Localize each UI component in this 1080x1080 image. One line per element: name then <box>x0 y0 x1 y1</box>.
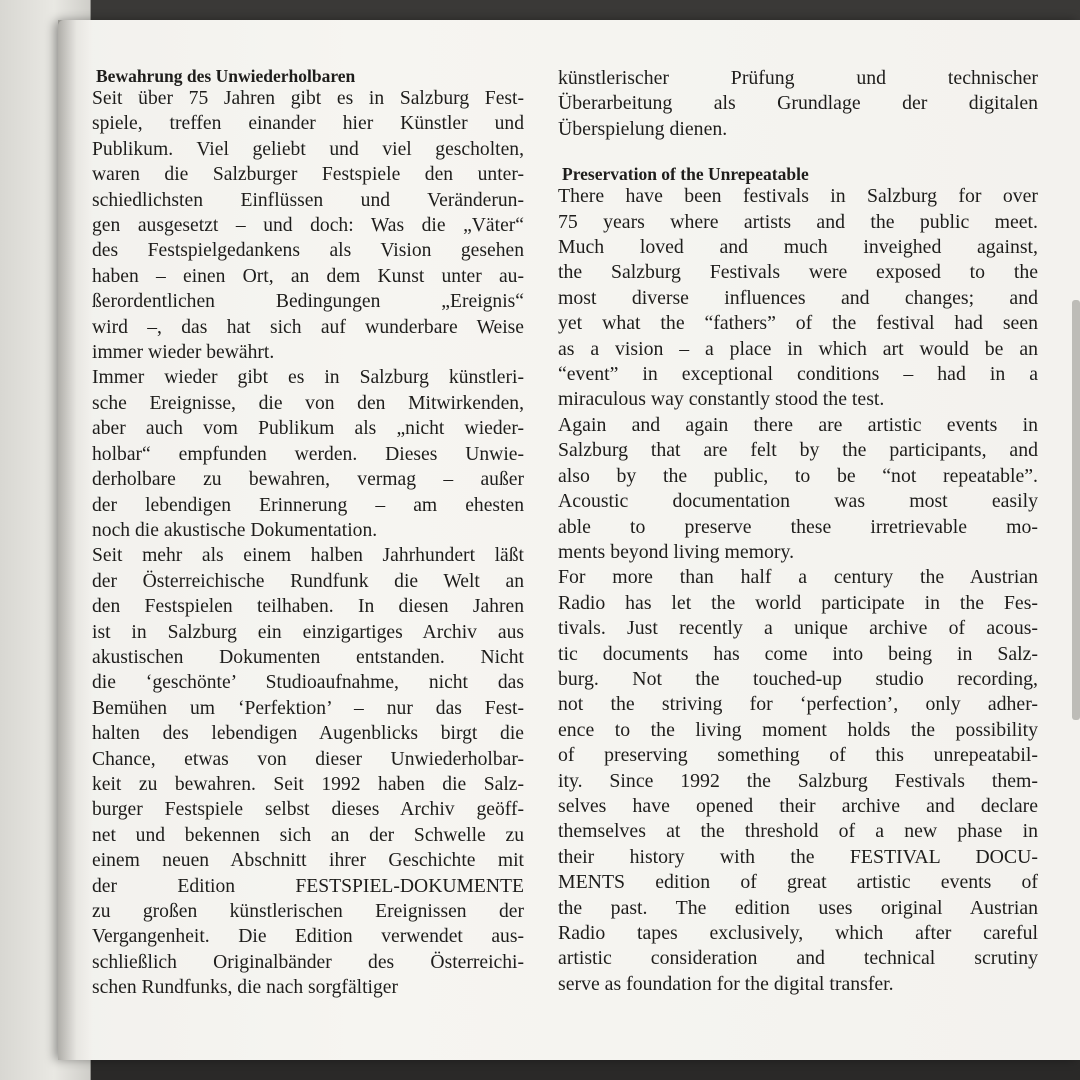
text-line: For more than half a century the Austrian <box>558 566 1038 589</box>
text-line: There have been festivals in Salzburg for over <box>558 185 1038 208</box>
english-column <box>558 66 1038 997</box>
text-line: künstlerischer Prüfung und technischer <box>558 67 1038 89</box>
text-line: ßerordentlichen Bedingungen „Ereignis“ <box>92 291 524 313</box>
text-line: keit zu bewahren. Seit 1992 haben die Salz- <box>92 773 524 795</box>
text-line: Immer wieder gibt es in Salzburg künstleri- <box>92 367 524 389</box>
text-line: artistic consideration and technical scrutiny <box>558 947 1038 970</box>
text-line: themselves at the threshold of a new phase in <box>558 820 1038 843</box>
text-line: noch die akustische Dokumentation. <box>92 519 378 541</box>
text-line: Again and again there are artistic events in <box>558 413 1038 436</box>
text-line: aber auch vom Publikum als „nicht wieder- <box>92 418 524 440</box>
text-line: akustischen Dokumenten entstanden. Nicht <box>92 646 524 668</box>
text-line: Radio has let the world participate in the Fes- <box>558 591 1038 614</box>
text-line: derholbare zu bewahren, vermag – außer <box>92 469 524 491</box>
text-line: tic documents has come into being in Salz- <box>558 642 1038 665</box>
text-line: yet what the “fathers” of the festival had seen <box>558 312 1038 335</box>
text-line: waren die Salzburger Festspiele den unter- <box>92 164 524 186</box>
text-line: most diverse influences and changes; and <box>558 286 1038 309</box>
text-line: haben – einen Ort, an dem Kunst unter au- <box>92 265 524 287</box>
page-edge-tab <box>1072 300 1080 720</box>
german-continuation <box>558 66 1038 142</box>
text-line: also by the public, to be “not repeatable”. <box>558 464 1038 487</box>
text-line: des Festspielgedankens als Vision gesehen <box>92 240 524 262</box>
text-line: gen ausgesetzt – und doch: Was die „Väter“ <box>92 215 524 237</box>
text-line: the past. The edition uses original Austrian <box>558 896 1038 919</box>
text-line: burger Festspiele selbst dieses Archiv geöff- <box>92 799 524 821</box>
text-line: 75 years where artists and the public meet. <box>558 210 1038 233</box>
english-paragraph-1 <box>558 184 1038 413</box>
text-line: wird –, das hat sich auf wunderbare Weise <box>92 316 524 338</box>
text-line: schiedlichsten Einflüssen und Veränderun- <box>92 189 524 211</box>
section-gap <box>558 142 1038 164</box>
text-line: ity. Since 1992 the Salzburg Festivals them- <box>558 769 1038 792</box>
text-line: ence to the living moment holds the possibility <box>558 718 1038 741</box>
english-paragraph-2 <box>558 413 1038 565</box>
text-line: Acoustic documentation was most easily <box>558 490 1038 513</box>
text-line: Überarbeitung als Grundlage der digitalen <box>558 92 1038 115</box>
text-line: serve as foundation for the digital transfer. <box>558 972 894 995</box>
text-line: Überspielung dienen. <box>558 117 728 140</box>
text-line: ist in Salzburg ein einzigartiges Archiv aus <box>92 621 524 643</box>
text-line: halten des lebendigen Augenblicks birgt die <box>92 723 524 745</box>
text-line: Salzburg that are felt by the participants, and <box>558 439 1038 462</box>
text-line: “event” in exceptional conditions – had in a <box>558 363 1038 386</box>
text-line: ments beyond living memory. <box>558 540 795 563</box>
text-line: schen Rundfunks, die nach sorgfältiger <box>92 977 398 999</box>
text-line: immer wieder bewährt. <box>92 342 275 364</box>
text-line: Radio tapes exclusively, which after careful <box>558 922 1038 944</box>
text-line: the Salzburg Festivals were exposed to the <box>558 261 1038 284</box>
text-line: der lebendigen Erinnerung – am ehesten <box>92 494 524 516</box>
text-line: Much loved and much inveighed against, <box>558 236 1038 259</box>
text-line: Seit über 75 Jahren gibt es in Salzburg Fest- <box>92 88 524 109</box>
text-line: net und bekennen sich an der Schwelle zu <box>92 824 524 846</box>
german-paragraph-3 <box>92 543 524 1000</box>
text-line: able to preserve these irretrievable mo- <box>558 515 1038 538</box>
german-paragraph-1 <box>92 86 524 365</box>
text-line: Publikum. Viel geliebt und viel gescholten, <box>92 138 524 160</box>
text-line: burg. Not the touched-up studio recording, <box>558 667 1038 690</box>
text-line: Vergangenheit. Die Edition verwendet aus- <box>92 926 524 948</box>
text-line: miraculous way constantly stood the test. <box>558 388 885 411</box>
text-line: spiele, treffen einander hier Künstler und <box>92 113 524 135</box>
text-line: MENTS edition of great artistic events of <box>558 871 1038 894</box>
text-line: zu großen künstlerischen Ereignissen der <box>92 901 524 922</box>
text-line: selves have opened their archive and declare <box>558 794 1038 817</box>
text-line: Bemühen um ‘Perfektion’ – nur das Fest- <box>92 697 524 719</box>
text-line: die ‘geschönte’ Studioaufnahme, nicht das <box>92 672 524 694</box>
text-line: holbar“ empfunden werden. Dieses Unwie- <box>92 443 524 465</box>
text-line: sche Ereignisse, die von den Mitwirkenden, <box>92 392 524 414</box>
text-line: as a vision – a place in which art would be an <box>558 337 1038 360</box>
english-heading: Preservation of the Unrepeatable <box>562 164 809 185</box>
text-line: der Österreichische Rundfunk die Welt an <box>92 570 524 592</box>
text-line: of preserving something of this unrepeatabil- <box>558 744 1038 767</box>
text-line: den Festspielen teilhaben. In diesen Jahren <box>92 596 524 618</box>
english-paragraph-3 <box>558 565 1038 997</box>
german-column <box>92 66 524 1001</box>
text-line: tivals. Just recently a unique archive of acous- <box>558 617 1038 640</box>
text-line: Chance, etwas von dieser Unwiederholbar- <box>92 748 524 770</box>
text-line: their history with the FESTIVAL DOCU- <box>558 845 1038 868</box>
german-paragraph-2 <box>92 365 524 543</box>
text-line: not the striving for ‘perfection’, only adher- <box>558 693 1038 716</box>
text-line: der Edition FESTSPIEL-DOKUMENTE <box>92 875 524 897</box>
text-line: schließlich Originalbänder des Österreichi- <box>92 951 524 973</box>
text-line: einem neuen Abschnitt ihrer Geschichte mit <box>92 850 524 872</box>
text-line: Seit mehr als einem halben Jahrhundert läßt <box>92 545 524 567</box>
german-heading: Bewahrung des Unwiederholbaren <box>96 66 356 86</box>
